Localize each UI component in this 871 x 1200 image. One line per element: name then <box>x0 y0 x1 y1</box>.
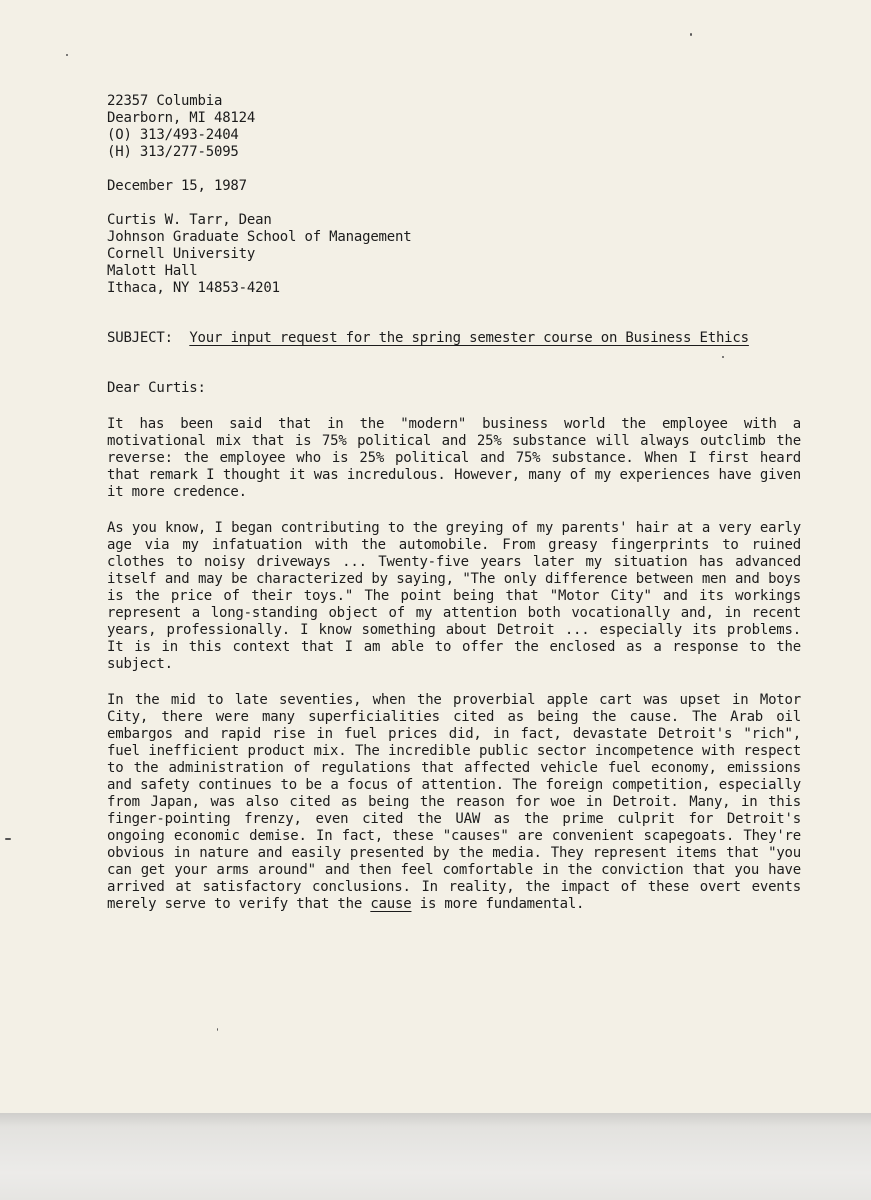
return-address-city: Dearborn, MI 48124 <box>107 110 256 126</box>
return-address-office-phone: (O) 313/493-2404 <box>107 127 239 143</box>
paper-speck <box>66 54 68 56</box>
letter-date: December 15, 1987 <box>107 178 247 194</box>
return-address <box>107 93 801 161</box>
paper-speck <box>690 33 692 36</box>
subject-line <box>107 330 787 347</box>
paragraph-1-text: It has been said that in the "modern" business world the employee with a motivational mix that is 75% political and 25% substance will always outclimb the reverse: the employee who is 25% political and 75% substance. When I first heard that remark I thought it was incredulous. However, many of my experiences have given it more credence. <box>107 416 801 500</box>
paragraph-2-text: As you know, I began contributing to the greying of my parents' hair at a very early age via my infatuation with the automobile. From greasy fingerprints to ruined clothes to noisy driveways ... Twenty-five years later my situation has advanced itself and may be characterized by saying, "The only difference between men and boys is the price of their toys." The point being that "Motor City" and its workings represent a long-standing object of my attention both vocationally and, in recent years, professionally. I know something about Detroit ... especially its problems. It is in this context that I am able to offer the enclosed as a response to the subject. <box>107 520 801 672</box>
paragraph-3 <box>107 692 801 913</box>
underlined-word-cause: cause <box>370 896 412 912</box>
return-address-street: 22357 Columbia <box>107 93 223 109</box>
letter-body <box>107 93 801 913</box>
paragraph-3-text-end: is more fundamental. <box>411 896 585 912</box>
recipient-address <box>107 212 801 297</box>
subject-text: Your input request for the spring semester course on Business Ethics <box>189 330 749 346</box>
paper-speck <box>5 838 11 840</box>
recipient-building: Malott Hall <box>107 263 198 279</box>
recipient-city: Ithaca, NY 14853-4201 <box>107 280 280 296</box>
recipient-name: Curtis W. Tarr, Dean <box>107 212 272 228</box>
paper-speck <box>217 1028 218 1031</box>
subject-label: SUBJECT: <box>107 330 173 346</box>
recipient-school: Johnson Graduate School of Management <box>107 229 412 245</box>
paragraph-3-text <box>107 692 801 913</box>
paragraph-1 <box>107 416 801 501</box>
recipient-university: Cornell University <box>107 246 256 262</box>
return-address-home-phone: (H) 313/277-5095 <box>107 144 239 160</box>
scan-background <box>0 1113 871 1200</box>
paragraph-2 <box>107 520 801 673</box>
paragraph-3-text-main: In the mid to late seventies, when the proverbial apple cart was upset in Motor City, there were many superficialities cited as being the cause. The Arab oil embargos and rapid rise in fuel prices did, in fact, devastate Detroit's "rich", fuel inefficient product mix. The incredible public sector incompetence with respect to the administration of regulations that affected vehicle fuel economy, emissions and safety continues to be a focus of attention. The foreign competition, especially from Japan, was also cited as being the reason for woe in Detroit. Many, in this finger-pointing frenzy, even cited the UAW as the prime culprit for Detroit's ongoing economic demise. In fact, these "causes" are convenient scapegoats. They're obvious in nature and easily presented by the media. They represent items that "you can get your arms around" and then feel comfortable in the conviction that you have arrived at satisfactory conclusions. In reality, the impact of these overt events merely serve to verify that the <box>107 692 801 912</box>
salutation: Dear Curtis: <box>107 380 206 396</box>
